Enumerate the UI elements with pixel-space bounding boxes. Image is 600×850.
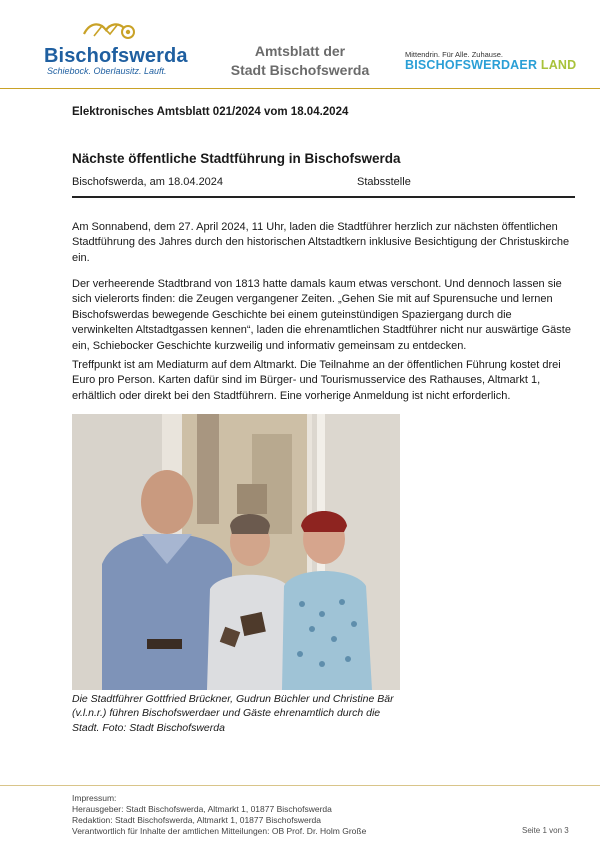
region-brand-part1: BISCHOFSWERDAER	[405, 58, 538, 72]
photo-caption: Die Stadtführer Gottfried Brückner, Gudrun Büchler und Christine Bär (v.l.n.r.) führen Bischofswerdaer und Gäste ehrenamtlich durch die Stadt. Foto: Stadt Bischofswerda	[72, 693, 394, 734]
region-tagline: Mittendrin. Für Alle. Zuhause.	[405, 50, 503, 59]
imprint-responsible: Verantwortlich für Inhalte der amtlichen Mitteilungen: OB Prof. Dr. Holm Große	[72, 826, 367, 836]
region-brand	[405, 58, 576, 72]
article-title: Nächste öffentliche Stadtführung in Bischofswerda	[72, 151, 401, 166]
article-photo	[72, 414, 400, 690]
article-date: Bischofswerda, am 18.04.2024	[72, 176, 224, 188]
header-divider	[0, 88, 600, 89]
gazette-title	[215, 42, 385, 80]
gazette-reference: Elektronisches Amtsblatt 021/2024 vom 18.04.2024	[72, 106, 349, 118]
article-paragraph-1: Am Sonnabend, dem 27. April 2024, 11 Uhr, laden die Stadtführer herzlich zur nächsten öffentlichen Stadtführung des Jahres durch den historischen Altstadtkern inklusive Besichtigung der Christuskirche ein.	[72, 221, 570, 264]
imprint-heading: Impressum:	[72, 793, 117, 803]
footer-divider	[0, 785, 600, 786]
city-logo-tagline: Schiebock. Oberlausitz. Lauft.	[47, 66, 167, 76]
gazette-title-line1: Amtsblatt der	[254, 43, 346, 59]
title-divider	[72, 196, 575, 198]
article-department: Stabsstelle	[357, 176, 411, 188]
city-logo-name: Bischofswerda	[44, 45, 188, 67]
region-brand-part2: LAND	[540, 58, 577, 72]
article-paragraph-2: Der verheerende Stadtbrand von 1813 hatte damals kaum etwas verschont. Und dennoch lassen sie sich vielerorts finden: die Zeugen vergangener Zeiten. „Gehen Sie mit auf Spurensuche und lernen Bischofswerdas bewegende Geschichte bei einem guteinstündigen Spaziergang durch die verwinkelten Altstadtgassen kennen“, laden die ehrenamtlichen Stadtführer nicht nur auswärtige Gäste ein, Schiebocker Geschichte kurzweilig und informativ gemeinsam zu entdecken.	[72, 278, 571, 352]
imprint-editor: Redaktion: Stadt Bischofswerda, Altmarkt 1, 01877 Bischofswerda	[72, 815, 321, 825]
article-paragraph-3: Treffpunkt ist am Mediaturm auf dem Altmarkt. Die Teilnahme an der öffentlichen Führung kostet drei Euro pro Person. Karten dafür sind im Bürger- und Tourismusservice des Rathauses, Altmarkt 1, erhältlich oder direkt bei den Stadtführern. Eine vorherige Anmeldung ist nicht erforderlich.	[72, 359, 561, 402]
page-number: Seite 1 von 3	[522, 826, 569, 835]
gazette-title-line2: Stadt Bischofswerda	[230, 62, 370, 78]
imprint-publisher: Herausgeber: Stadt Bischofswerda, Altmarkt 1, 01877 Bischofswerda	[72, 804, 332, 814]
